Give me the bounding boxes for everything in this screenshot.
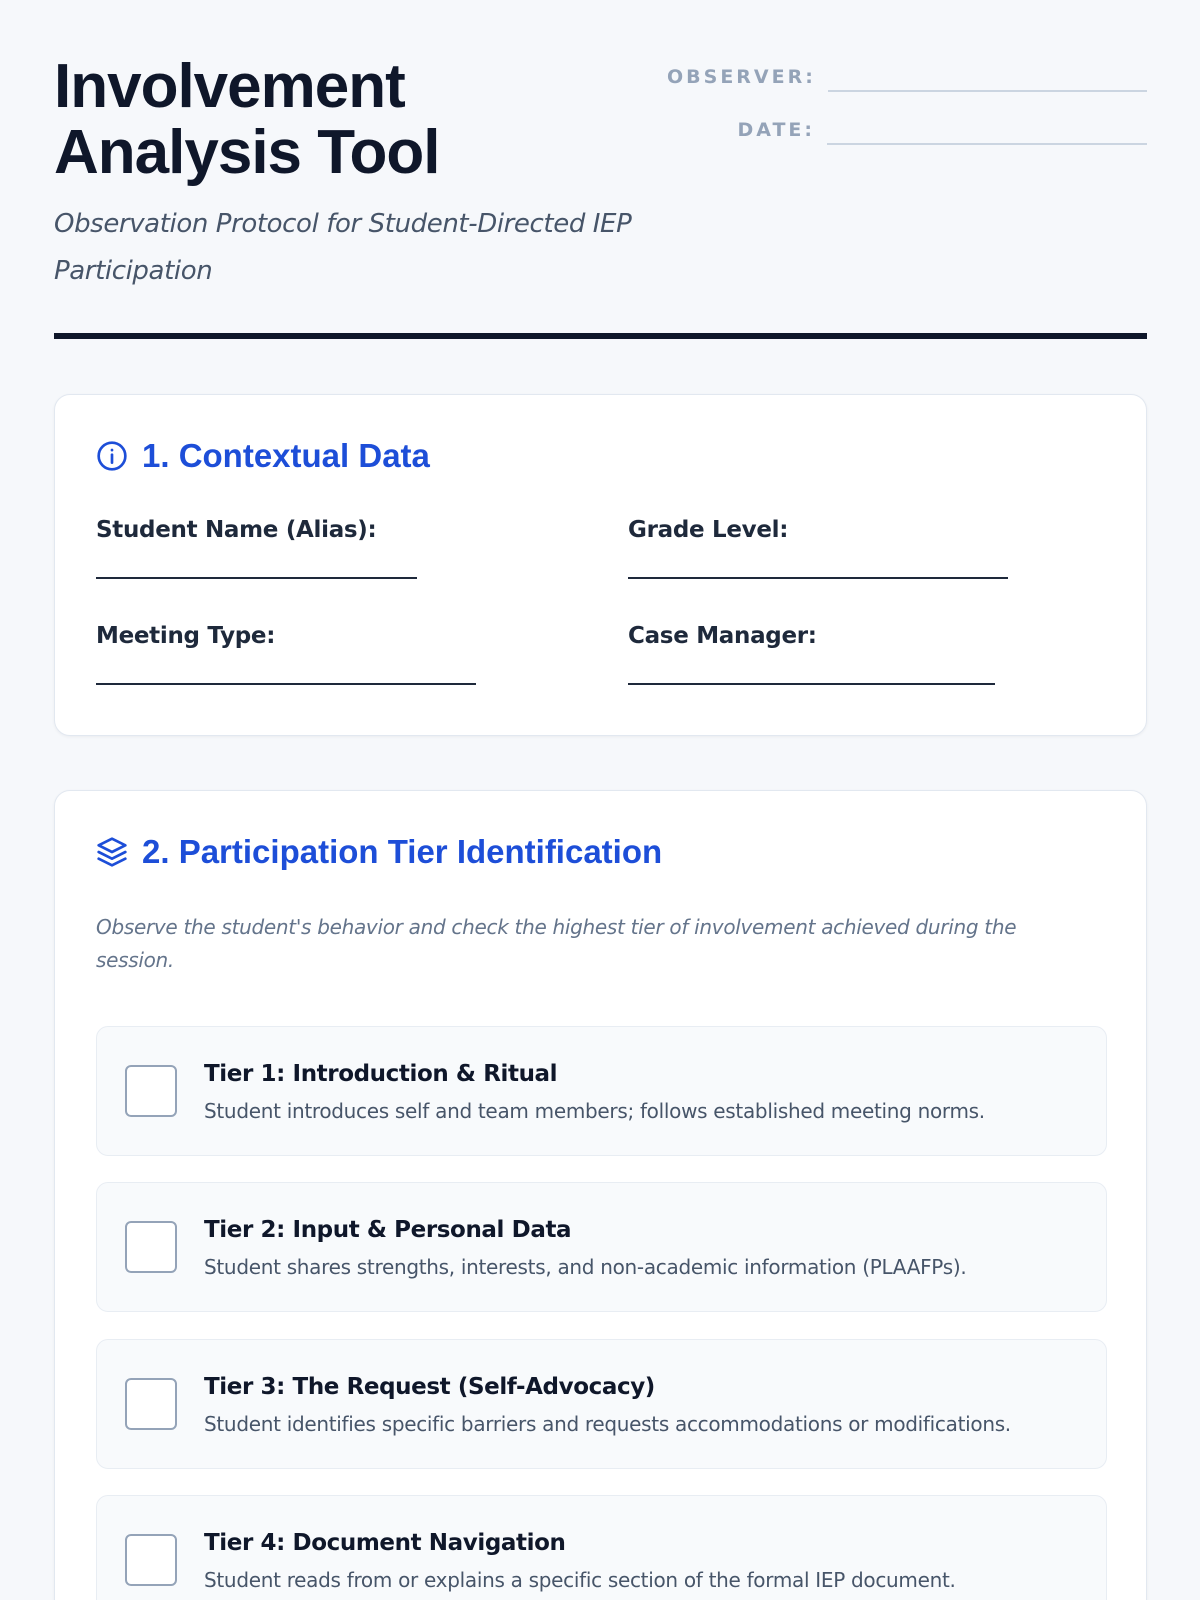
tier-1-item[interactable] — [96, 1026, 1107, 1156]
tier-2-checkbox[interactable] — [125, 1221, 177, 1273]
student-name-field — [96, 517, 516, 579]
observer-row — [667, 58, 1147, 92]
section-2-title: 2. Participation Tier Identification — [142, 833, 663, 870]
meeting-type-field — [96, 623, 516, 685]
tier-3-description: Student identifies specific barriers and requests accommodations or modifications. — [204, 1412, 1011, 1436]
section-1-heading — [96, 437, 430, 475]
date-field[interactable] — [827, 111, 1147, 145]
tier-2-description: Student shares strengths, interests, and non-academic information (PLAAFPs). — [204, 1255, 967, 1279]
meeting-type-label: Meeting Type: — [96, 623, 276, 649]
tier-3-item[interactable] — [96, 1339, 1107, 1469]
observer-field[interactable] — [828, 58, 1147, 92]
date-row — [667, 111, 1147, 145]
section-2-heading — [96, 833, 662, 871]
observer-label: OBSERVER: — [667, 66, 816, 88]
case-manager-field — [628, 623, 1048, 685]
grade-level-field — [628, 517, 1048, 579]
tier-2-item[interactable] — [96, 1182, 1107, 1312]
title-line-1: Involvement — [54, 52, 405, 121]
tier-instructions: Observe the student's behavior and check the highest tier of involvement achieved during the session. — [96, 915, 1017, 972]
tier-4-description: Student reads from or explains a specific section of the formal IEP document. — [204, 1568, 956, 1592]
meta-fields — [667, 58, 1147, 164]
section-1-title: 1. Contextual Data — [142, 437, 430, 474]
contextual-data-card — [54, 394, 1147, 736]
case-manager-input[interactable] — [628, 683, 995, 685]
student-name-input[interactable] — [96, 577, 417, 579]
tier-1-description: Student introduces self and team members; follows established meeting norms. — [204, 1099, 985, 1123]
tier-3-title: Tier 3: The Request (Self-Advocacy) — [204, 1374, 655, 1400]
header — [54, 0, 1147, 340]
title-line-2: Analysis Tool — [54, 118, 440, 187]
tier-4-item[interactable] — [96, 1495, 1107, 1600]
tier-3-checkbox[interactable] — [125, 1378, 177, 1430]
tier-4-title: Tier 4: Document Navigation — [204, 1530, 566, 1556]
header-divider — [54, 333, 1147, 339]
tier-1-checkbox[interactable] — [125, 1065, 177, 1117]
case-manager-label: Case Manager: — [628, 623, 817, 649]
tier-1-title: Tier 1: Introduction & Ritual — [204, 1061, 558, 1087]
participation-tier-card — [54, 790, 1147, 1600]
tier-2-title: Tier 2: Input & Personal Data — [204, 1217, 572, 1243]
student-name-label: Student Name (Alias): — [96, 517, 377, 543]
page-title — [54, 54, 614, 186]
meeting-type-input[interactable] — [96, 683, 476, 685]
date-label: DATE: — [737, 119, 815, 141]
page — [54, 0, 1147, 1592]
layers-icon — [96, 836, 128, 868]
tier-4-checkbox[interactable] — [125, 1534, 177, 1586]
grade-level-label: Grade Level: — [628, 517, 789, 543]
grade-level-input[interactable] — [628, 577, 1008, 579]
page-subtitle: Observation Protocol for Student-Directed IEP Participation — [54, 209, 632, 286]
info-icon — [96, 440, 128, 472]
